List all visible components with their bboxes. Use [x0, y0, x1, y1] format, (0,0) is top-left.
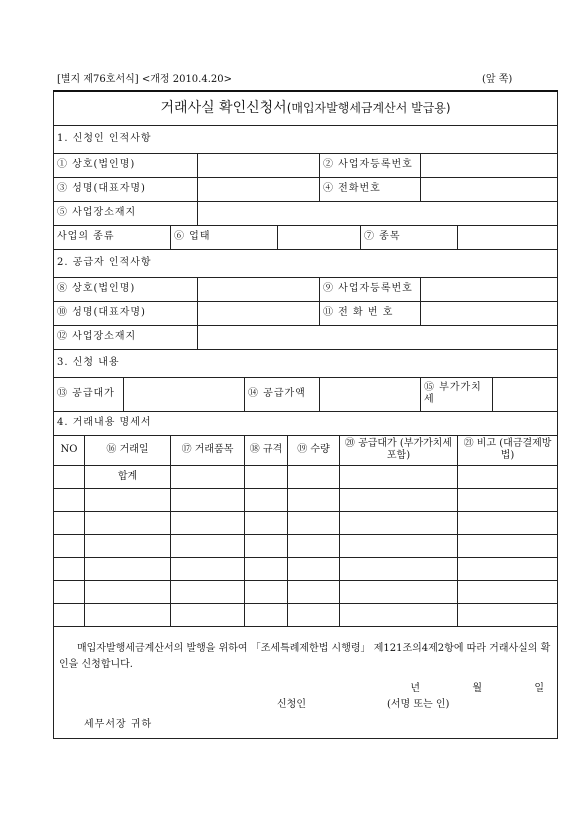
applicant-biz-type-label: ⑥ 업태: [171, 225, 278, 249]
cell-date[interactable]: [85, 603, 171, 626]
applicant-rep-label: ③ 성명(대표자명): [54, 177, 198, 201]
cell-no[interactable]: [54, 488, 85, 511]
cell-spec[interactable]: [245, 488, 288, 511]
supply-value-field[interactable]: [320, 377, 421, 411]
cell-remarks[interactable]: [458, 511, 558, 534]
cell-spec[interactable]: [245, 580, 288, 603]
title-main: 거래사실 확인신청서: [160, 100, 287, 117]
col-spec: ⑱ 규격: [245, 435, 288, 465]
applicant-rep-field[interactable]: [198, 177, 320, 201]
cell-quantity[interactable]: [288, 511, 340, 534]
cell-quantity[interactable]: [288, 580, 340, 603]
applicant-biz-no-field[interactable]: [421, 153, 558, 177]
cell-date[interactable]: [85, 488, 171, 511]
supplier-rep-field[interactable]: [198, 301, 320, 325]
total-supply-price-cell[interactable]: [340, 465, 458, 488]
total-quantity-cell[interactable]: [288, 465, 340, 488]
cell-supply-price[interactable]: [340, 488, 458, 511]
supplier-biz-no-label: ⑨ 사업자등록번호: [320, 277, 421, 301]
cell-item[interactable]: [171, 511, 245, 534]
supplier-phone-label: ⑪ 전 화 번 호: [320, 301, 421, 325]
applicant-phone-label: ④ 전화번호: [320, 177, 421, 201]
cell-supply-price[interactable]: [340, 511, 458, 534]
cell-quantity[interactable]: [288, 557, 340, 580]
table-row: [54, 488, 558, 511]
cell-spec[interactable]: [245, 511, 288, 534]
cell-remarks[interactable]: [458, 488, 558, 511]
supplier-address-field[interactable]: [198, 325, 558, 349]
date-year-label: 년: [410, 682, 428, 694]
transaction-total-row: [54, 465, 558, 488]
date-day-label: 일: [534, 682, 553, 694]
cell-remarks[interactable]: [458, 603, 558, 626]
cell-date[interactable]: [85, 557, 171, 580]
form-title: [54, 91, 558, 125]
applicant-address-label: ⑤ 사업장소재지: [54, 201, 198, 225]
applicant-company-field[interactable]: [198, 153, 320, 177]
section-transaction-heading: 4. 거래내용 명세서: [54, 411, 558, 435]
section-applicant-heading: 1. 신청인 인적사항: [54, 125, 558, 153]
col-quantity: ⑲ 수량: [288, 435, 340, 465]
page-side-label: (앞 쪽): [482, 74, 513, 85]
total-no-cell[interactable]: [54, 465, 85, 488]
col-date: ⑯ 거래일: [85, 435, 171, 465]
cell-remarks[interactable]: [458, 580, 558, 603]
cell-supply-price[interactable]: [340, 580, 458, 603]
application-form: [53, 90, 558, 739]
cell-spec[interactable]: [245, 603, 288, 626]
applicant-biz-no-label: ② 사업자등록번호: [320, 153, 421, 177]
cell-no[interactable]: [54, 511, 85, 534]
table-row: [54, 511, 558, 534]
supply-price-label: ⑬ 공급대가: [54, 377, 124, 411]
transaction-header-row: [54, 435, 558, 465]
cell-no[interactable]: [54, 603, 85, 626]
cell-spec[interactable]: [245, 534, 288, 557]
declaration-text: 매입자발행세금계산서의 발행을 위하여 「조세특례제한법 시행령」 제121조의4제2항에 따라 거래사실의 확인을 신청합니다.: [59, 642, 551, 670]
supplier-rep-label: ⑩ 성명(대표자명): [54, 301, 198, 325]
cell-quantity[interactable]: [288, 488, 340, 511]
applicant-address-field[interactable]: [198, 201, 558, 225]
supply-value-label: ⑭ 공급가액: [245, 377, 320, 411]
signature-line: [59, 699, 552, 715]
cell-remarks[interactable]: [458, 534, 558, 557]
cell-item[interactable]: [171, 557, 245, 580]
applicant-phone-field[interactable]: [421, 177, 558, 201]
table-row: [54, 557, 558, 580]
supply-price-field[interactable]: [124, 377, 245, 411]
declaration-section: [54, 626, 558, 738]
date-month-label: 월: [472, 682, 491, 694]
section-request-heading: 3. 신청 내용: [54, 349, 558, 377]
cell-remarks[interactable]: [458, 557, 558, 580]
supplier-phone-field[interactable]: [421, 301, 558, 325]
title-subtitle: (매입자발행세금계산서 발급용): [286, 101, 451, 116]
addressee: 세무서장 귀하: [84, 718, 153, 730]
applicant-item-label: ⑦ 종목: [361, 225, 458, 249]
applicant-company-label: ① 상호(법인명): [54, 153, 198, 177]
cell-quantity[interactable]: [288, 534, 340, 557]
date-line: [59, 683, 552, 695]
cell-item[interactable]: [171, 603, 245, 626]
cell-date[interactable]: [85, 511, 171, 534]
total-item-cell[interactable]: [171, 465, 245, 488]
cell-item[interactable]: [171, 488, 245, 511]
cell-date[interactable]: [85, 580, 171, 603]
cell-no[interactable]: [54, 534, 85, 557]
cell-quantity[interactable]: [288, 603, 340, 626]
total-spec-cell[interactable]: [245, 465, 288, 488]
form-number: [별지 제76호서식] <개정 2010.4.20>: [57, 74, 232, 85]
applicant-biz-kind-label: 사업의 종류: [54, 225, 171, 249]
supplier-address-label: ⑫ 사업장소재지: [54, 325, 198, 349]
table-row: [54, 580, 558, 603]
table-row: [54, 603, 558, 626]
cell-supply-price[interactable]: [340, 534, 458, 557]
cell-supply-price[interactable]: [340, 557, 458, 580]
cell-date[interactable]: [85, 534, 171, 557]
signature-label[interactable]: (서명 또는 인): [387, 698, 450, 710]
col-supply-price: ⑳ 공급대가 (부가가치세포함): [340, 435, 458, 465]
section-supplier-heading: 2. 공급자 인적사항: [54, 249, 558, 277]
vat-field[interactable]: [493, 377, 558, 411]
cell-no[interactable]: [54, 580, 85, 603]
cell-supply-price[interactable]: [340, 603, 458, 626]
applicant-item-field[interactable]: [458, 225, 558, 249]
supplier-biz-no-field[interactable]: [421, 277, 558, 301]
total-label: 합계: [85, 465, 171, 488]
cell-item[interactable]: [171, 580, 245, 603]
cell-spec[interactable]: [245, 557, 288, 580]
cell-no[interactable]: [54, 557, 85, 580]
supplier-company-label: ⑧ 상호(법인명): [54, 277, 198, 301]
col-no: NO: [54, 435, 85, 465]
applicant-biz-type-field[interactable]: [278, 225, 361, 249]
col-remarks: ㉑ 비고 (대금결제방법): [458, 435, 558, 465]
cell-item[interactable]: [171, 534, 245, 557]
applicant-label: 신청인: [277, 698, 306, 710]
total-remarks-cell[interactable]: [458, 465, 558, 488]
vat-label: ⑮ 부가가치세: [421, 377, 493, 411]
col-item: ⑰ 거래품목: [171, 435, 245, 465]
table-row: [54, 534, 558, 557]
supplier-company-field[interactable]: [198, 277, 320, 301]
